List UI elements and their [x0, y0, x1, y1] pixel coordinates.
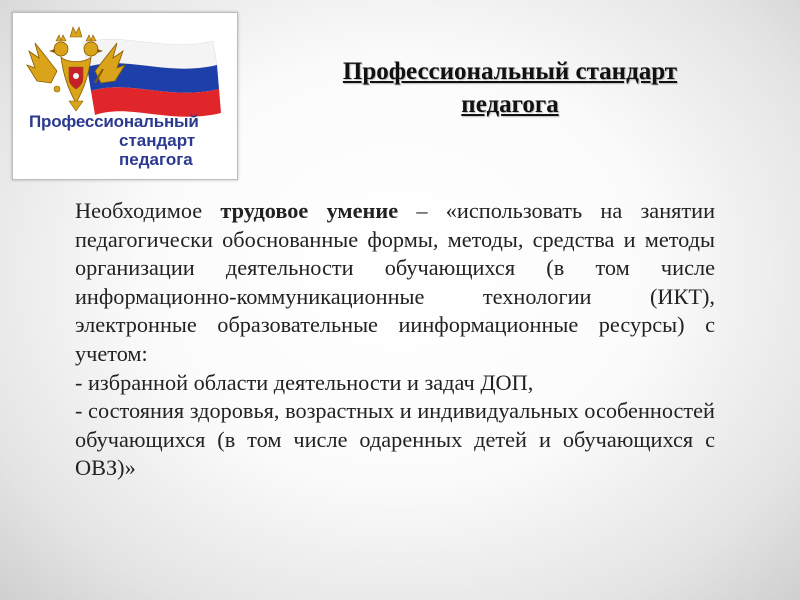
intro-after: – «использовать на занятии педагогически обоснованные формы, методы, средства и методы организации деятельности обучающихся (в том числе информационно-коммуникационные технологии (ИКТ), электронные образовательные иинформационные ресурсы) с учетом:: [75, 198, 715, 366]
title-line-2: педагога: [461, 91, 559, 118]
body-text: [75, 197, 715, 483]
intro-before: Необходимое: [75, 198, 221, 223]
logo-line-2: стандарт: [119, 131, 196, 150]
title-line-1: Профессиональный стандарт: [342, 58, 678, 85]
logo-line-3: педагога: [119, 150, 193, 169]
intro-paragraph: [75, 197, 715, 369]
logo-box: [12, 12, 238, 180]
page-title: [290, 55, 730, 121]
list-item-1: - избранной области деятельности и задач ДОП,: [75, 369, 534, 395]
logo-line-1: Профессиональный: [29, 112, 199, 131]
intro-bold-term: трудовое умение: [220, 198, 399, 223]
list-item-2: - состояния здоровья, возрастных и индивидуальных особенностей обучающихся (в том числе одаренных детей и обучающихся с ОВЗ)»: [75, 398, 715, 481]
